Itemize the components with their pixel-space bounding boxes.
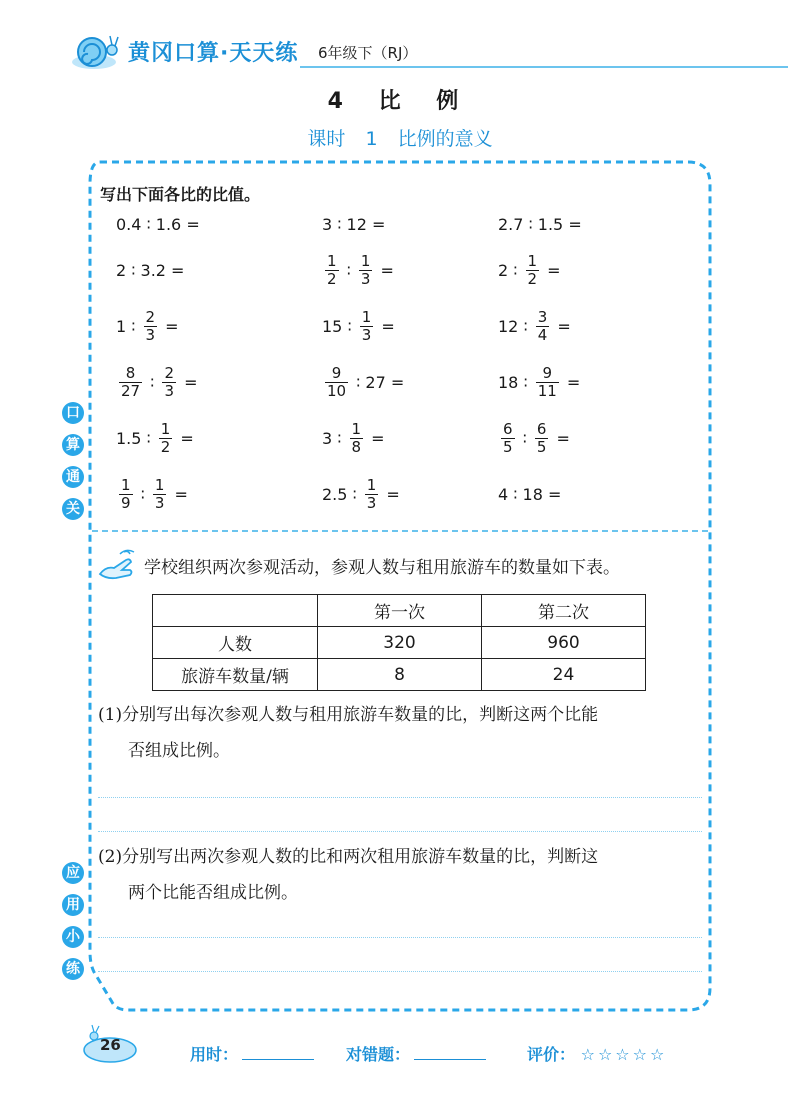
fraction-denominator: 3 [164, 381, 174, 400]
fraction-denominator: 3 [360, 269, 371, 288]
expression-text: 0.4 ∶ 1.6 = [116, 214, 200, 234]
fraction-numerator: 9 [542, 363, 553, 382]
ratio-expression [116, 302, 179, 350]
expression-text: = [551, 428, 570, 448]
fraction [359, 253, 373, 288]
expression-text: ∶ [341, 260, 356, 280]
ratio-expression [116, 246, 184, 294]
fraction-numerator: 1 [160, 419, 171, 438]
section-divider [92, 530, 708, 532]
side-tab-char: 口 [62, 402, 84, 424]
expression-text: 2.5 ∶ [322, 484, 362, 504]
expression-text: = [542, 260, 561, 280]
expression-text: 2 ∶ 3.2 = [116, 260, 185, 280]
table-header-cell: 第二次 [482, 595, 646, 627]
fraction [360, 309, 374, 344]
brand-title: 黄冈口算·天天练 [128, 41, 299, 66]
lesson-title: 课时 1 比例的意义 [307, 128, 493, 150]
fraction-denominator: 3 [145, 325, 156, 344]
ratio-expression [116, 470, 188, 518]
table-header-cell: 第一次 [318, 595, 482, 627]
table-header-row [153, 595, 646, 627]
ratio-expression [116, 358, 197, 406]
table-cell: 人数 [153, 627, 318, 659]
fraction [350, 421, 364, 456]
expression-text: = [376, 316, 395, 336]
table-cell: 320 [318, 627, 482, 659]
answer-line[interactable] [98, 937, 702, 938]
fraction-numerator: 1 [527, 251, 538, 270]
fraction-numerator: 1 [351, 419, 362, 438]
fraction-numerator: 1 [154, 475, 165, 494]
table-row [153, 627, 646, 659]
expression-text: 18 ∶ [498, 372, 533, 392]
page-number: 26 [100, 1036, 121, 1054]
ratio-expression [322, 358, 404, 406]
fraction-numerator: 1 [360, 251, 371, 270]
fraction-numerator: 9 [331, 363, 342, 382]
pointing-hand-icon [96, 548, 136, 582]
expression-text: 15 ∶ [322, 316, 357, 336]
fraction-denominator: 8 [351, 437, 362, 456]
fraction [536, 365, 559, 400]
chapter-title: 4 比 例 [327, 89, 473, 114]
expression-text: 3 ∶ [322, 428, 347, 448]
ratio-expression [322, 200, 385, 248]
ratio-expression [116, 414, 194, 462]
fraction-numerator: 1 [366, 475, 377, 494]
expression-text: = [561, 372, 581, 392]
expression-text: 3 ∶ 12 = [322, 214, 386, 234]
fraction [501, 421, 515, 456]
visit-table [152, 594, 646, 691]
expression-text: = [552, 316, 571, 336]
question-2-line-2: 两个比能否组成比例。 [128, 883, 298, 903]
rating-label: 评价： [527, 1045, 576, 1064]
expression-text: 12 ∶ [498, 316, 533, 336]
expression-text: 2.7 ∶ 1.5 = [498, 214, 582, 234]
instruction-text: 写出下面各比的比值。 [100, 185, 261, 204]
errors-label: 对错题： [346, 1045, 411, 1064]
side-tab-char: 练 [62, 958, 84, 980]
fraction [162, 365, 176, 400]
fraction-numerator: 2 [164, 363, 174, 382]
expression-text: 1 ∶ [116, 316, 141, 336]
fraction-numerator: 3 [537, 307, 548, 326]
errors-blank[interactable] [414, 1045, 486, 1060]
expression-text: = [175, 428, 194, 448]
problem-text: 学校组织两次参观活动，参观人数与租用旅游车的数量如下表。 [144, 558, 620, 578]
fraction [159, 421, 173, 456]
expression-text: = [381, 484, 400, 504]
ratio-expression [498, 470, 561, 518]
time-spent-field [190, 1042, 314, 1065]
ratio-expression [498, 302, 571, 350]
ratio-expression [322, 414, 385, 462]
table-row [153, 659, 646, 691]
time-spent-blank[interactable] [242, 1045, 314, 1060]
expression-text: = [160, 316, 179, 336]
table-cell: 8 [318, 659, 482, 691]
fraction-numerator: 8 [125, 363, 136, 382]
time-spent-label: 用时： [190, 1045, 239, 1064]
fraction-denominator: 3 [361, 325, 372, 344]
fraction-numerator: 6 [503, 419, 513, 438]
expression-text: = [375, 260, 394, 280]
expression-text: ∶ 27 = [351, 372, 405, 392]
header-rule [300, 66, 788, 68]
fraction-denominator: 4 [537, 325, 548, 344]
fraction-denominator: 9 [121, 493, 131, 512]
rating-field [527, 1042, 667, 1065]
fraction [325, 253, 339, 288]
fraction [153, 477, 167, 512]
expression-text: ∶ [135, 484, 150, 504]
fraction-denominator: 3 [154, 493, 165, 512]
expression-text: ∶ [145, 372, 160, 392]
fraction-numerator: 2 [145, 307, 156, 326]
expression-text: = [169, 484, 188, 504]
rating-stars[interactable]: ☆☆☆☆☆ [580, 1045, 668, 1064]
ratio-expression [498, 200, 582, 248]
ratio-expression [322, 470, 400, 518]
fraction-denominator: 2 [527, 269, 538, 288]
side-tab-char: 关 [62, 498, 84, 520]
expression-text: 2 ∶ [498, 260, 523, 280]
answer-line[interactable] [98, 831, 702, 832]
expression-text: 1.5 ∶ [116, 428, 156, 448]
side-tab-char: 通 [62, 466, 84, 488]
snail-logo-icon [70, 32, 128, 72]
ratio-expression [498, 414, 570, 462]
ratio-expression [498, 358, 580, 406]
fraction [119, 477, 133, 512]
answer-line[interactable] [98, 797, 702, 798]
side-tab-char: 小 [62, 926, 84, 948]
ratio-expression [322, 246, 394, 294]
fraction-numerator: 1 [361, 307, 372, 326]
ratio-expression [116, 200, 200, 248]
expression-text: = [178, 372, 198, 392]
table-cell: 960 [482, 627, 646, 659]
fraction [535, 421, 549, 456]
fraction [365, 477, 379, 512]
fraction-numerator: 1 [121, 475, 131, 494]
fraction [144, 309, 158, 344]
ratio-expression [322, 302, 395, 350]
fraction-denominator: 11 [537, 381, 557, 400]
answer-line[interactable] [98, 971, 702, 972]
table-cell: 旅游车数量/辆 [153, 659, 318, 691]
fraction-denominator: 3 [366, 493, 377, 512]
expression-text: 4 ∶ 18 = [498, 484, 562, 504]
fraction-denominator: 2 [327, 269, 337, 288]
fraction [526, 253, 540, 288]
fraction-denominator: 5 [503, 437, 513, 456]
fraction-denominator: 27 [121, 381, 141, 400]
grade-label: 6年级下（RJ） [318, 44, 418, 62]
question-2-line-1: (2)分别写出两次参观人数的比和两次租用旅游车数量的比，判断这 [98, 847, 599, 867]
errors-field [346, 1042, 486, 1065]
fraction-denominator: 5 [536, 437, 547, 456]
side-tab-char: 应 [62, 862, 84, 884]
fraction [325, 365, 348, 400]
expression-text: ∶ [517, 428, 532, 448]
question-1-line-2: 否组成比例。 [128, 741, 230, 761]
table-cell: 24 [482, 659, 646, 691]
fraction [536, 309, 550, 344]
table-header-cell [153, 595, 318, 627]
fraction [119, 365, 142, 400]
question-1-line-1: (1)分别写出每次参观人数与租用旅游车数量的比，判断这两个比能 [98, 705, 599, 725]
side-tab-char: 用 [62, 894, 84, 916]
fraction-numerator: 1 [327, 251, 337, 270]
fraction-denominator: 2 [160, 437, 171, 456]
expression-text: = [366, 428, 385, 448]
ratio-expression [498, 246, 561, 294]
side-tab-char: 算 [62, 434, 84, 456]
fraction-denominator: 10 [327, 381, 347, 400]
fraction-numerator: 6 [536, 419, 547, 438]
